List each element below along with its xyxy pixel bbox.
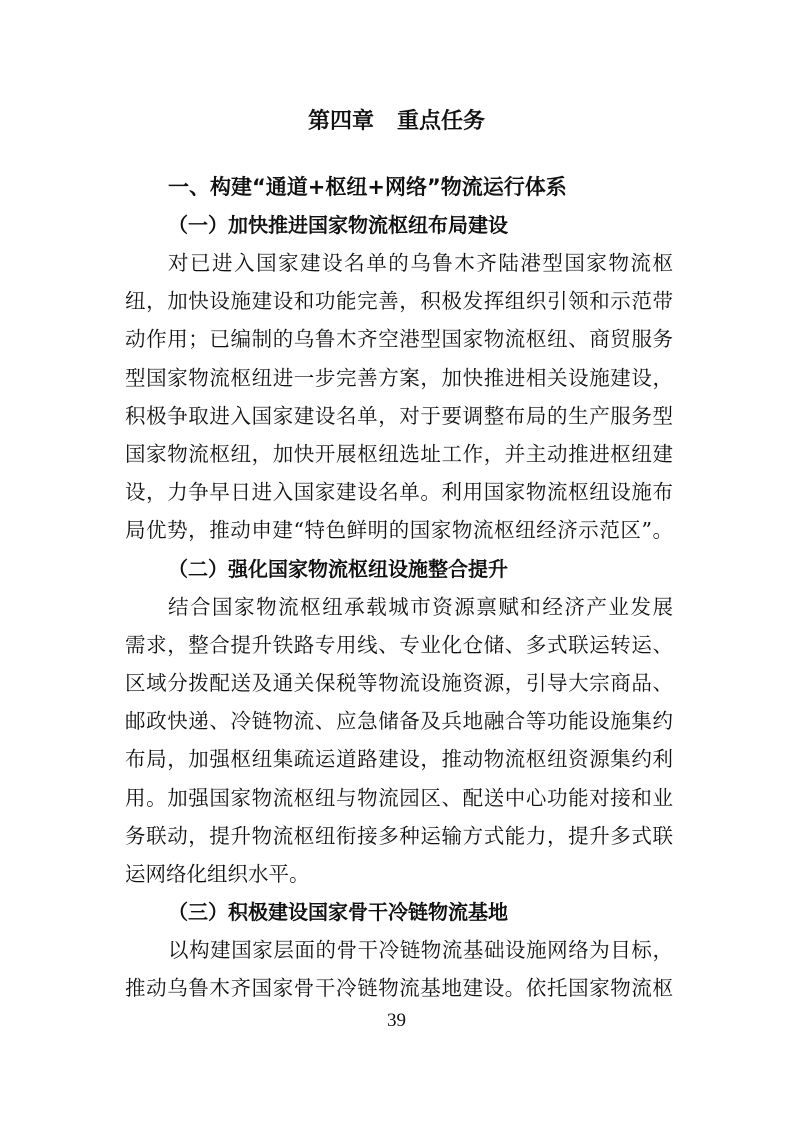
paragraph-line: 务联动，提升物流枢纽衔接多种运输方式能力，提升多式联 bbox=[125, 823, 673, 848]
paragraph-1 bbox=[125, 244, 673, 550]
paragraph-line: 需求，整合提升铁路专用线、专业化仓储、多式联运转运、 bbox=[125, 632, 673, 657]
paragraph-line: 邮政快递、冷链物流、应急储备及兵地融合等功能设施集约 bbox=[125, 709, 673, 734]
paragraph-line: 用。加强国家物流枢纽与物流园区、配送中心功能对接和业 bbox=[125, 785, 673, 810]
subsection-heading-3: （三）积极建设国家骨干冷链物流基地 bbox=[168, 900, 508, 925]
paragraph-line: 局优势，推动申建“特色鲜明的国家物流枢纽经济示范区”。 bbox=[125, 518, 673, 543]
document-body bbox=[125, 168, 673, 1008]
subsection-heading-2: （二）强化国家物流枢纽设施整合提升 bbox=[168, 556, 508, 581]
paragraph-line: 动作用；已编制的乌鲁木齐空港型国家物流枢纽、商贸服务 bbox=[125, 327, 673, 352]
paragraph-line: 设，力争早日进入国家建设名单。利用国家物流枢纽设施布 bbox=[125, 480, 673, 505]
paragraph-line: 布局，加强枢纽集疏运道路建设，推动物流枢纽资源集约利 bbox=[125, 747, 673, 772]
paragraph-3 bbox=[125, 931, 673, 1007]
paragraph-line: 结合国家物流枢纽承载城市资源禀赋和经济产业发展 bbox=[168, 594, 673, 619]
paragraph-2 bbox=[125, 588, 673, 894]
section-heading: 一、构建“通道+枢纽+网络”物流运行体系 bbox=[168, 175, 567, 199]
subsection-heading-1: （一）加快推进国家物流枢纽布局建设 bbox=[168, 213, 508, 237]
paragraph-line: 运网络化组织水平。 bbox=[125, 862, 310, 887]
paragraph-line: 区域分拨配送及通关保税等物流设施资源，引导大宗商品、 bbox=[125, 671, 673, 696]
paragraph-line: 推动乌鲁木齐国家骨干冷链物流基地建设。依托国家物流枢 bbox=[125, 976, 673, 1001]
chapter-title: 第四章 重点任务 bbox=[308, 108, 485, 134]
paragraph-line: 国家物流枢纽，加快开展枢纽选址工作，并主动推进枢纽建 bbox=[125, 442, 673, 467]
paragraph-line: 型国家物流枢纽进一步完善方案，加快推进相关设施建设， bbox=[125, 365, 673, 390]
paragraph-line: 对已进入国家建设名单的乌鲁木齐陆港型国家物流枢 bbox=[168, 251, 673, 275]
paragraph-line: 积极争取进入国家建设名单，对于要调整布局的生产服务型 bbox=[125, 403, 673, 428]
page-number: 39 bbox=[387, 1010, 406, 1031]
paragraph-line: 以构建国家层面的骨干冷链物流基础设施网络为目标， bbox=[168, 938, 673, 963]
paragraph-line: 纽，加快设施建设和功能完善，积极发挥组织引领和示范带 bbox=[125, 289, 673, 314]
